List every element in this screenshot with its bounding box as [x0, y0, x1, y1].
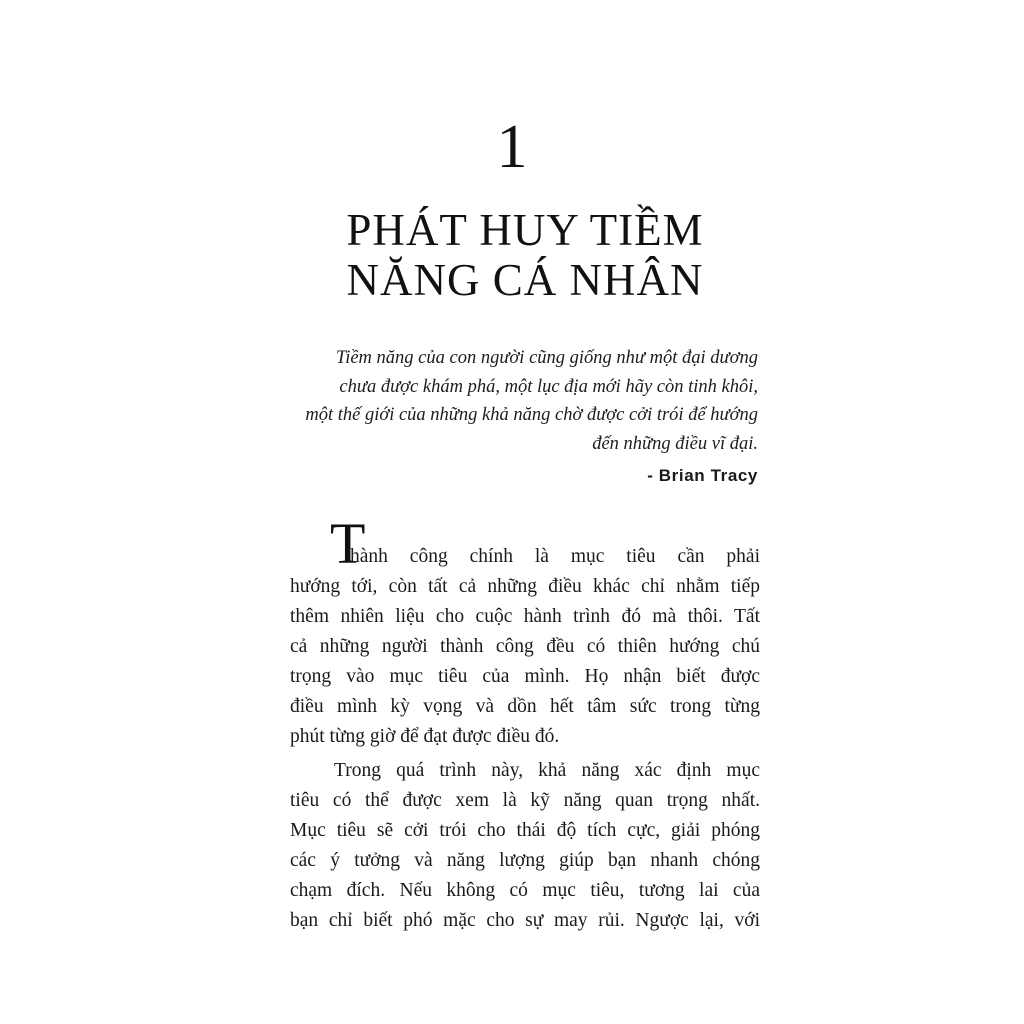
epigraph-line: Tiềm năng của con người cũng giống như một đại dương — [335, 348, 758, 368]
text-line: điều mình kỳ vọng và dồn hết tâm sức trong từng — [290, 696, 760, 717]
text-line: chạm đích. Nếu không có mục tiêu, tương lai của — [290, 880, 760, 901]
epigraph-attribution: - Brian Tracy — [647, 466, 758, 485]
drop-cap-letter: T — [330, 511, 366, 576]
chapter-title-line: NĂNG CÁ NHÂN — [346, 255, 704, 305]
chapter-title-line: PHÁT HUY TIỀM — [346, 205, 704, 255]
epigraph-line: đến những điều vĩ đại. — [592, 433, 758, 454]
text-line: bạn chỉ biết phó mặc cho sự may rủi. Ngược lại, với — [290, 910, 760, 931]
epigraph-line: chưa được khám phá, một lục địa mới hãy còn tinh khôi, — [339, 376, 758, 397]
chapter-title — [300, 205, 750, 305]
text-line: tiêu có thể được xem là kỹ năng quan trọng nhất. — [290, 790, 760, 811]
text-line: thêm nhiên liệu cho cuộc hành trình đó mà thôi. Tất — [290, 606, 760, 627]
epigraph-line: một thế giới của những khả năng chờ được cởi trói để hướng — [305, 405, 758, 425]
text-line: hướng tới, còn tất cả những điều khác chỉ nhằm tiếp — [290, 576, 760, 597]
text-line: trọng vào mục tiêu của mình. Họ nhận biết được — [290, 666, 760, 687]
text-line: phút từng giờ để đạt được điều đó. — [290, 726, 560, 747]
text-line: hành công chính là mục tiêu cần phải — [350, 546, 760, 567]
body-paragraph-1 — [290, 542, 760, 752]
body-paragraph-2 — [290, 756, 760, 936]
epigraph-quote — [270, 344, 758, 458]
text-line: các ý tưởng và năng lượng giúp bạn nhanh chóng — [290, 850, 760, 871]
text-line: Mục tiêu sẽ cởi trói cho thái độ tích cực, giải phóng — [290, 820, 760, 841]
text-line: Trong quá trình này, khả năng xác định mục — [334, 760, 760, 781]
chapter-number: 1 — [496, 113, 528, 181]
text-line: cả những người thành công đều có thiên hướng chú — [290, 636, 760, 657]
